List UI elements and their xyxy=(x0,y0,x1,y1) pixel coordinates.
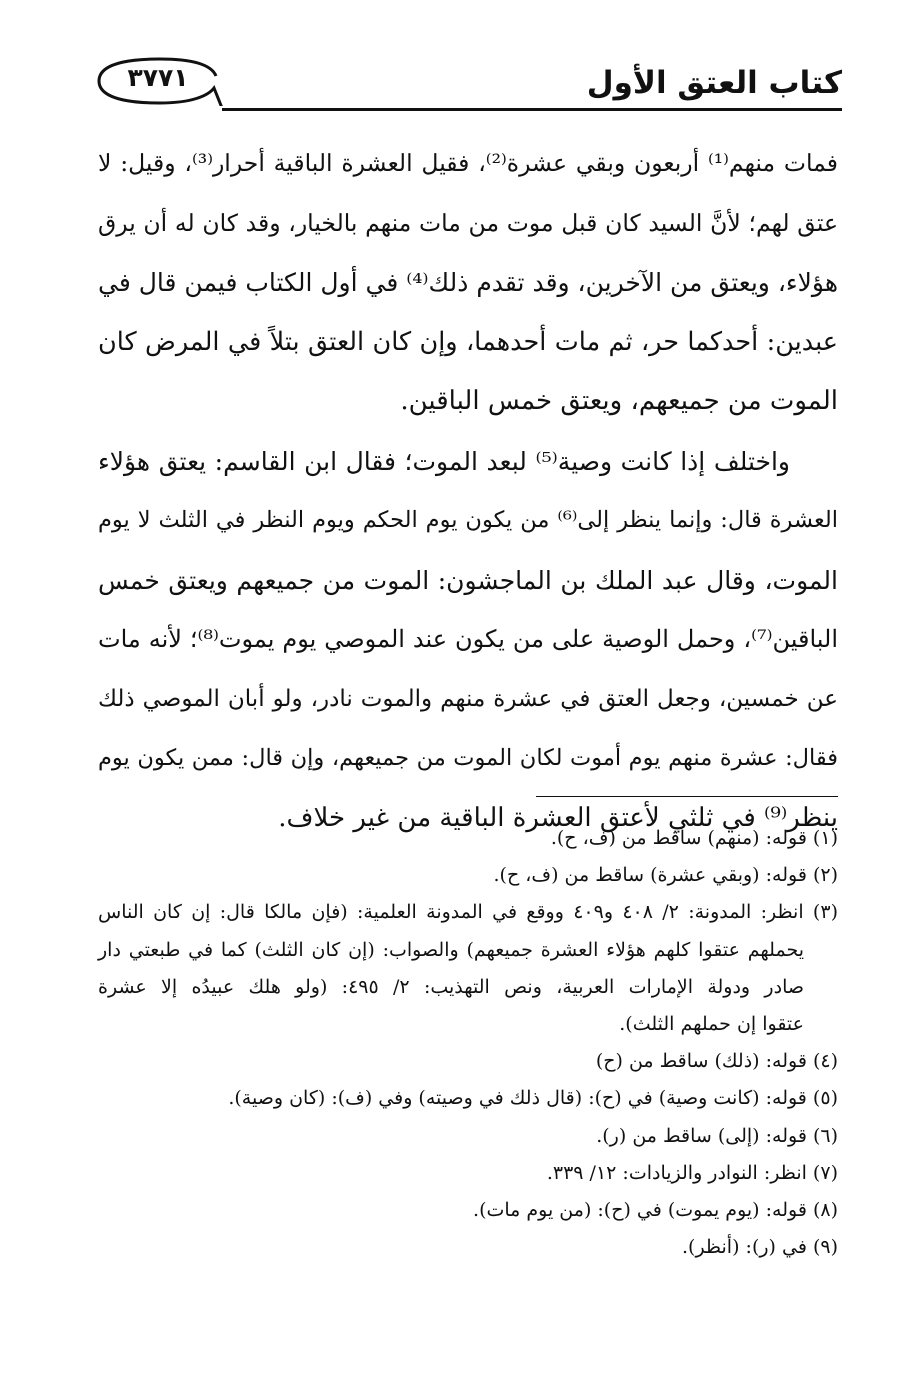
footnote-line: صادر ودولة الإمارات العربية، ونص التهذيب: ٢/ ٤٩٥: (ولو هلك عبيدُه إلا عشرة xyxy=(98,975,804,998)
footnote-line: يحملهم عتقوا كلهم هؤلاء العشرة جميعهم) والصواب: (إن كان الثلث) كما في طبعتي دار xyxy=(98,938,804,961)
body-line: الموت، وقال عبد الملك بن الماجشون: الموت من جميعهم ويعتق خمس xyxy=(98,565,838,595)
footnote-line: (٤) قوله: (ذلك) ساقط من (ح) xyxy=(595,1050,838,1073)
body-line: ينظر⁽⁹⁾ في ثلثي لأعتق العشرة الباقية من غير خلاف. xyxy=(278,802,838,833)
body-line: هؤلاء، ويعتق من الآخرين، وقد تقدم ذلك⁽⁴⁾ في أول الكتاب فيمن قال في xyxy=(98,268,839,297)
body-line: عبدين: أحدكما حر، ثم مات أحدهما، وإن كان العتق بتلاً في المرض كان xyxy=(98,326,838,357)
header-rule xyxy=(222,108,842,111)
page-number: ٣٧٧١ xyxy=(127,63,189,92)
footnote-line: (١) قوله: (منهم) ساقط من (ف، ح). xyxy=(550,827,838,849)
footnotes xyxy=(98,820,838,1266)
body-line: فمات منهم⁽¹⁾ أربعون وبقي عشرة⁽²⁾، فقيل العشرة الباقية أحرار⁽³⁾، وقيل: لا xyxy=(98,149,838,177)
page-header xyxy=(96,52,842,114)
footnote-line: (٦) قوله: (إلى) ساقط من (ر). xyxy=(596,1124,838,1147)
running-title: كتاب العتق الأول xyxy=(586,65,842,101)
footnote-line: (٨) قوله: (يوم يموت) في (ح): (من يوم مات). xyxy=(473,1198,838,1221)
footnote-divider xyxy=(536,796,838,797)
body-line: عن خمسين، وجعل العتق في عشرة منهم والموت نادر، ولو أبان الموصي ذلك xyxy=(98,685,838,712)
body-line: الموت من جميعهم، ويعتق خمس الباقين. xyxy=(400,386,838,416)
footnote-line: عتقوا إن حملهم الثلث). xyxy=(619,1012,804,1035)
body-line: واختلف إذا كانت وصية⁽⁵⁾ لبعد الموت؛ فقال ابن القاسم: يعتق هؤلاء xyxy=(98,446,791,476)
body-line: العشرة قال: وإنما ينظر إلى⁽⁶⁾ من يكون يوم الحكم ويوم النظر في الثلث لا يوم xyxy=(98,507,838,533)
footnote-line: (٢) قوله: (وبقي عشرة) ساقط من (ف، ح). xyxy=(493,864,838,887)
body-line: الباقين⁽⁷⁾، وحمل الوصية على من يكون عند الموصي يوم يموت⁽⁸⁾؛ لأنه مات xyxy=(98,625,839,653)
footnote-line: (٩) في (ر): (أنظر). xyxy=(682,1236,838,1259)
body-line: عتق لهم؛ لأنَّ السيد كان قبل موت من مات منهم بالخيار، وقد كان له أن يرق xyxy=(98,208,838,237)
footnote-line: (٣) انظر: المدونة: ٢/ ٤٠٨ و٤٠٩ ووقع في المدونة العلمية: (فإن مالكا قال: إن كان الناس xyxy=(98,901,838,924)
body-line: فقال: عشرة منهم يوم أموت لكان الموت من جميعهم، وإن قال: ممن يكون يوم xyxy=(98,745,838,771)
main-text xyxy=(98,134,838,848)
footnote-line: (٥) قوله: (كانت وصية) في (ح): (قال ذلك في وصيته) وفي (ف): (كان وصية). xyxy=(228,1087,838,1110)
footnote-line: (٧) انظر: النوادر والزيادات: ١٢/ ٣٣٩. xyxy=(546,1161,838,1184)
